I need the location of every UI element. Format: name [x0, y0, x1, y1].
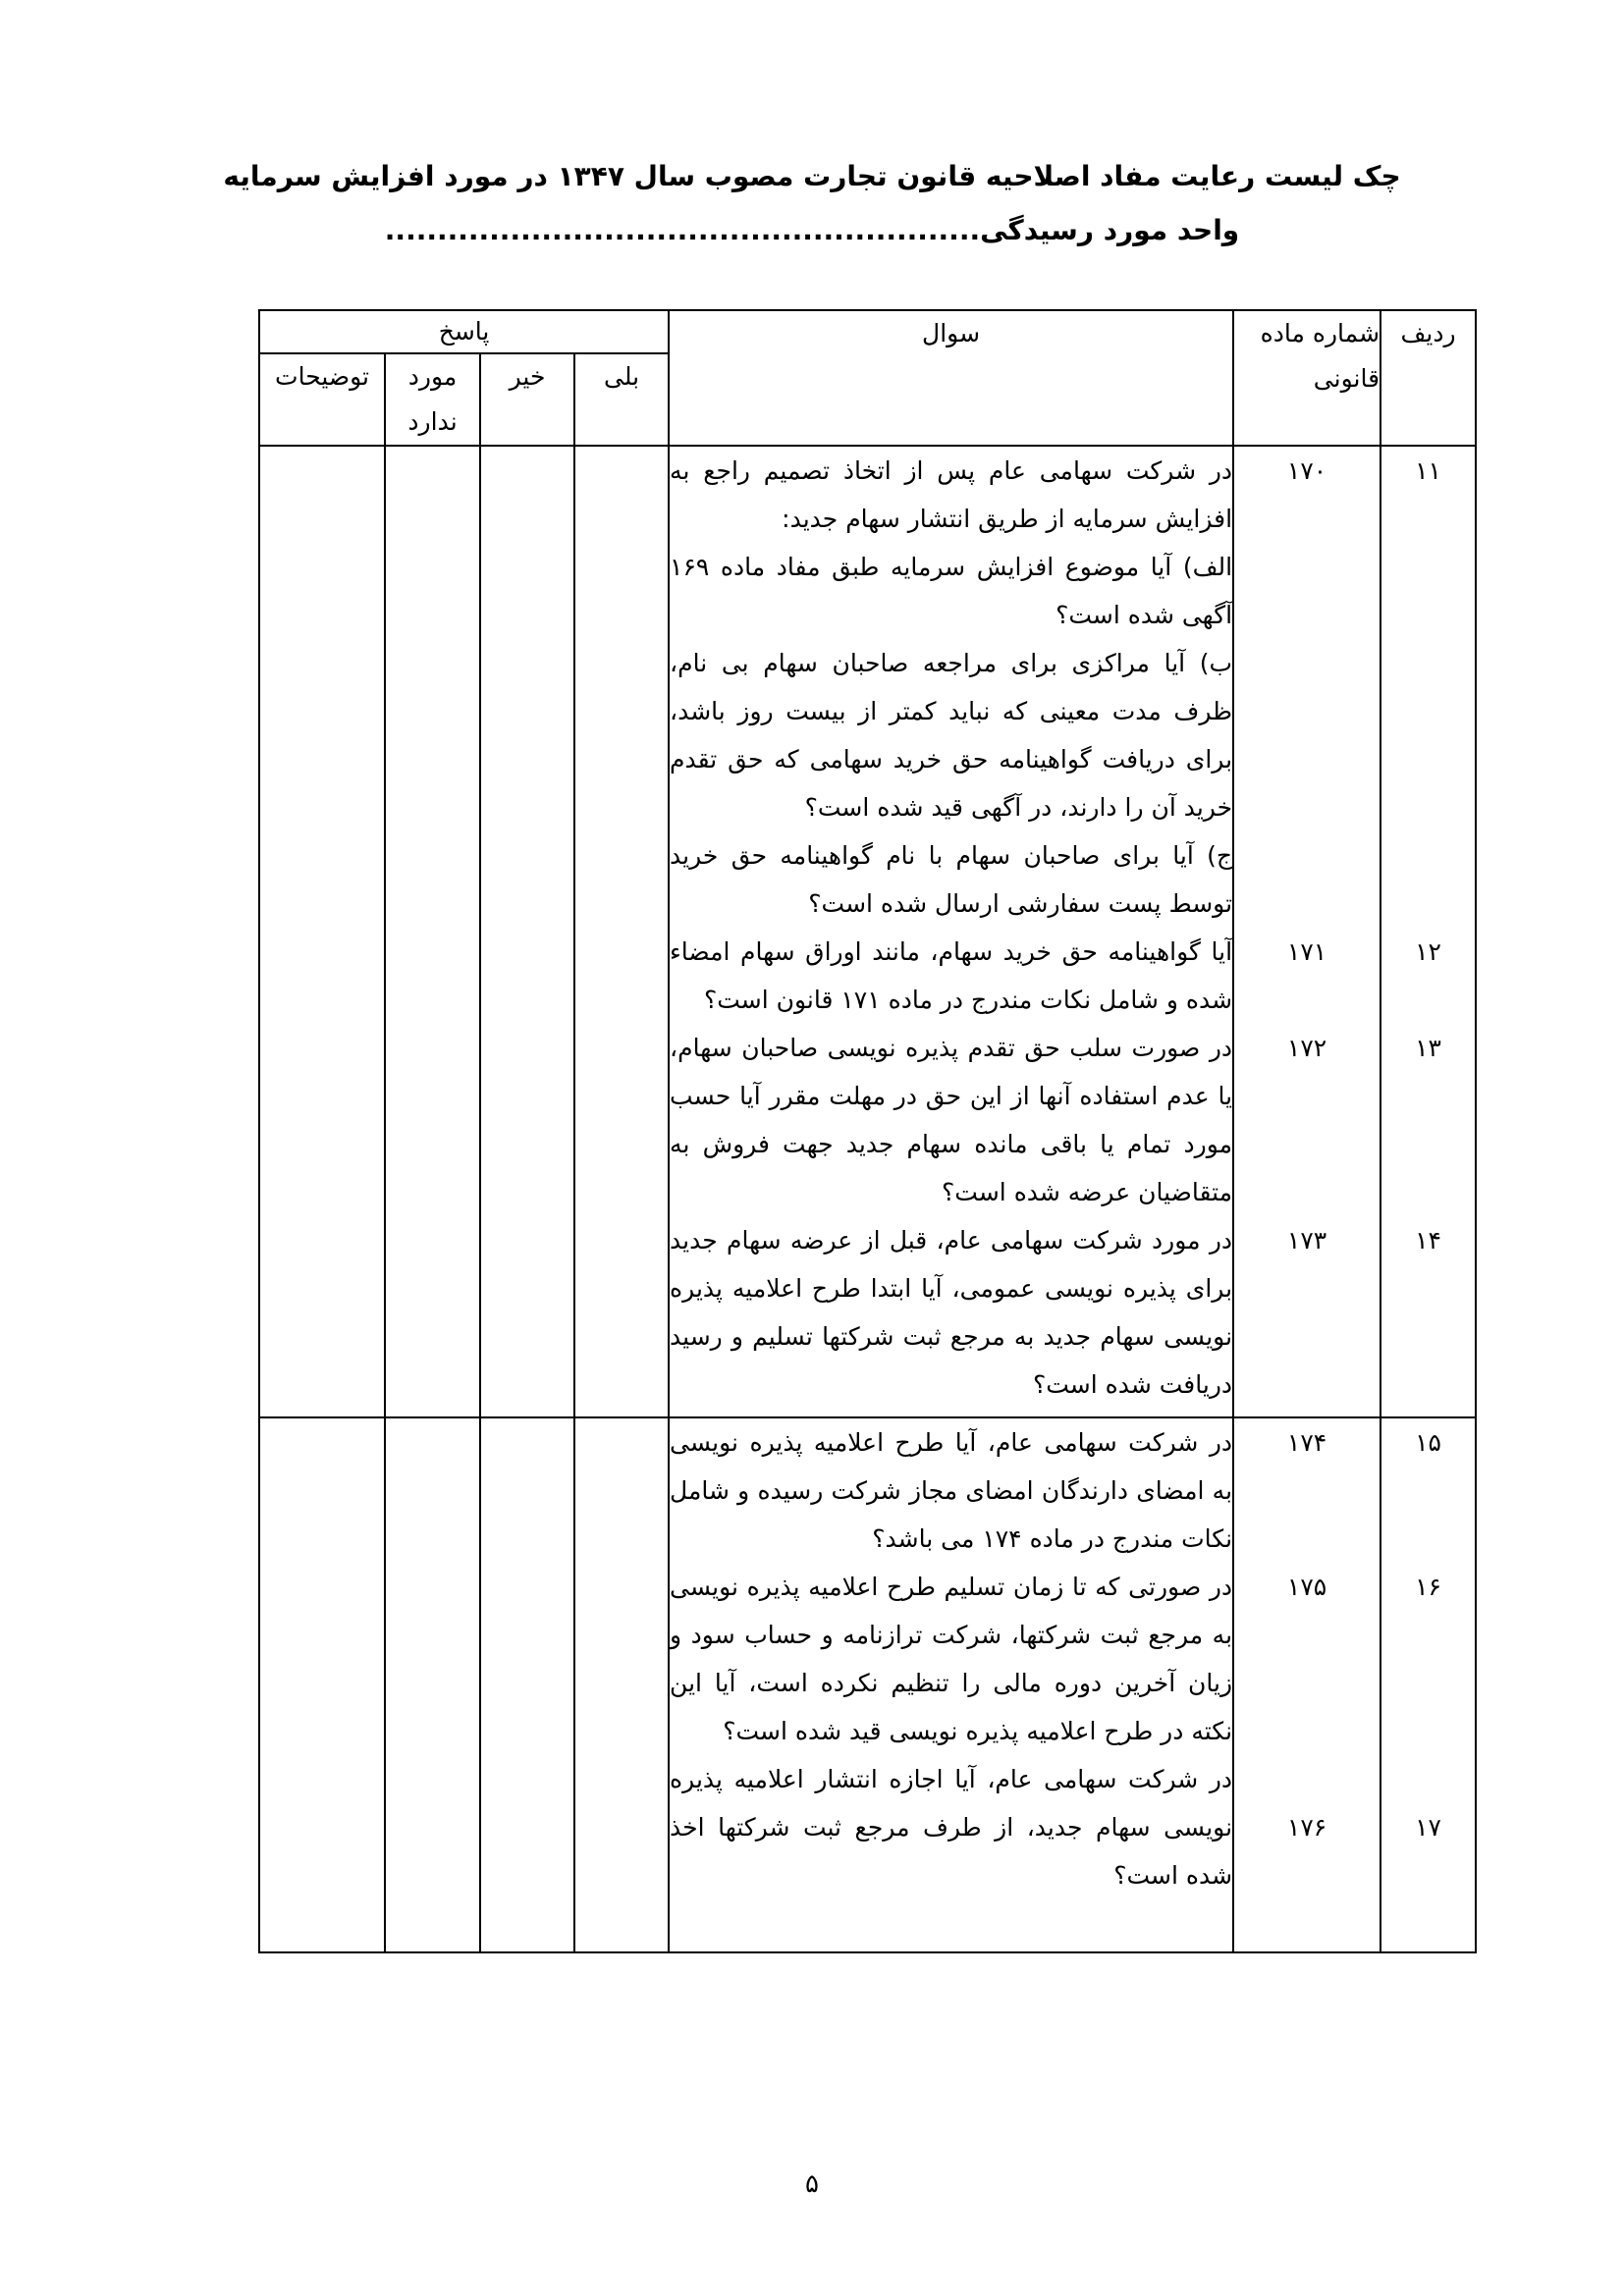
article-number-cell [1233, 446, 1380, 1417]
document-title: چک لیست رعایت مفاد اصلاحیه قانون تجارت مصوب سال ۱۳۴۷ در مورد افزایش سرمایه [223, 160, 1401, 192]
article-number-cell [1233, 1417, 1380, 1952]
header-question: سوال [669, 310, 1233, 446]
header-not-applicable [385, 353, 480, 446]
row-number-15: ۱۵ [1415, 1428, 1441, 1457]
article-number-174: ۱۷۴ [1286, 1428, 1327, 1457]
question-11-c: ج) آیا برای صاحبان سهام با نام گواهینامه حق خرید توسط پست سفارشی ارسال شده است؟ [670, 841, 1233, 918]
table-row-block-1 [259, 446, 1476, 1417]
article-number-172: ۱۷۲ [1286, 1034, 1327, 1062]
question-cell [669, 1417, 1233, 1952]
row-number-cell [1380, 446, 1476, 1417]
answer-yes-cell[interactable] [574, 446, 669, 1417]
notes-cell[interactable] [259, 446, 385, 1417]
header-answer: پاسخ [259, 310, 669, 353]
row-number-17: ۱۷ [1415, 1813, 1441, 1842]
answer-no-cell[interactable] [480, 1417, 574, 1952]
question-13: در صورت سلب حق تقدم پذیره نویسی صاحبان سهام، یا عدم استفاده آنها از این حق در مهلت مقرر آیا حسب مورد تمام یا باقی مانده سهام جدید جهت فروش به متقاضیان عرضه شده است؟ [670, 1034, 1233, 1206]
notes-cell[interactable] [259, 1417, 385, 1952]
question-11-b: ب) آیا مراکزی برای مراجعه صاحبان سهام بی نام، ظرف مدت معینی که نباید کمتر از بیست روز باشد، برای دریافت گواهینامه حق خرید سهامی که حق تقدم خرید آن را دارند، در آگهی قید شده است؟ [670, 649, 1233, 822]
article-number-171: ۱۷۱ [1286, 937, 1327, 966]
question-11-a: الف) آیا موضوع افزایش سرمایه طبق مفاد ماده ۱۶۹ آگهی شده است؟ [670, 553, 1233, 629]
question-14: در مورد شرکت سهامی عام، قبل از عرضه سهام جدید برای پذیره نویسی عمومی، آیا ابتدا طرح اعلامیه پذیره نویسی سهام جدید به مرجع ثبت شرکتها تسلیم و رسید دریافت شده است؟ [670, 1226, 1233, 1399]
question-15: در شرکت سهامی عام، آیا طرح اعلامیه پذیره نویسی به امضای دارندگان امضای مجاز شرکت رسیده و شامل نکات مندرج در ماده ۱۷۴ می باشد؟ [670, 1428, 1233, 1553]
row-number-12: ۱۲ [1415, 937, 1441, 966]
question-16: در صورتی که تا زمان تسلیم طرح اعلامیه پذیره نویسی به مرجع ثبت شرکتها، شرکت ترازنامه و حساب سود و زیان آخرین دوره مالی را تنظیم نکرده است، آیا این نکته در طرح اعلامیه پذیره نویسی قید شده است؟ [670, 1573, 1233, 1745]
table-row-block-2 [259, 1417, 1476, 1952]
header-notes: توضیحات [259, 353, 385, 446]
header-no: خیر [480, 353, 574, 446]
article-number-176: ۱۷۶ [1286, 1813, 1327, 1842]
answer-yes-cell[interactable] [574, 1417, 669, 1952]
question-11-intro: در شرکت سهامی عام پس از اتخاذ تصمیم راجع به افزایش سرمایه از طریق انتشار سهام جدید: [670, 456, 1233, 533]
question-12: آیا گواهینامه حق خرید سهام، مانند اوراق سهام امضاء شده و شامل نکات مندرج در ماده ۱۷۱ قانون است؟ [670, 937, 1233, 1014]
header-article-number: شماره ماده قانونی [1233, 310, 1380, 446]
page-number: ۵ [805, 2169, 819, 2199]
row-number-11: ۱۱ [1415, 456, 1441, 485]
row-number-13: ۱۳ [1415, 1034, 1441, 1062]
checklist-table [258, 309, 1477, 1953]
answer-not-applicable-cell[interactable] [385, 446, 480, 1417]
header-row-number: ردیف [1380, 310, 1476, 446]
header-not-applicable-line1: مورد [407, 362, 458, 391]
row-number-cell [1380, 1417, 1476, 1952]
header-row-1 [259, 310, 1476, 353]
row-number-14: ۱۴ [1415, 1226, 1441, 1255]
answer-not-applicable-cell[interactable] [385, 1417, 480, 1952]
question-cell [669, 446, 1233, 1417]
answer-no-cell[interactable] [480, 446, 574, 1417]
article-number-175: ۱۷۵ [1286, 1573, 1327, 1601]
audited-unit-line: واحد مورد رسیدگی......................................................... [384, 214, 1240, 246]
header-not-applicable-line2: ندارد [407, 407, 458, 436]
question-17: در شرکت سهامی عام، آیا اجازه انتشار اعلامیه پذیره نویسی سهام جدید، از طرف مرجع ثبت شرکتها اخذ شده است؟ [670, 1765, 1233, 1890]
article-number-173: ۱۷۳ [1286, 1226, 1327, 1255]
article-number-170: ۱۷۰ [1286, 456, 1327, 485]
header-yes: بلی [574, 353, 669, 446]
row-number-16: ۱۶ [1415, 1573, 1441, 1601]
